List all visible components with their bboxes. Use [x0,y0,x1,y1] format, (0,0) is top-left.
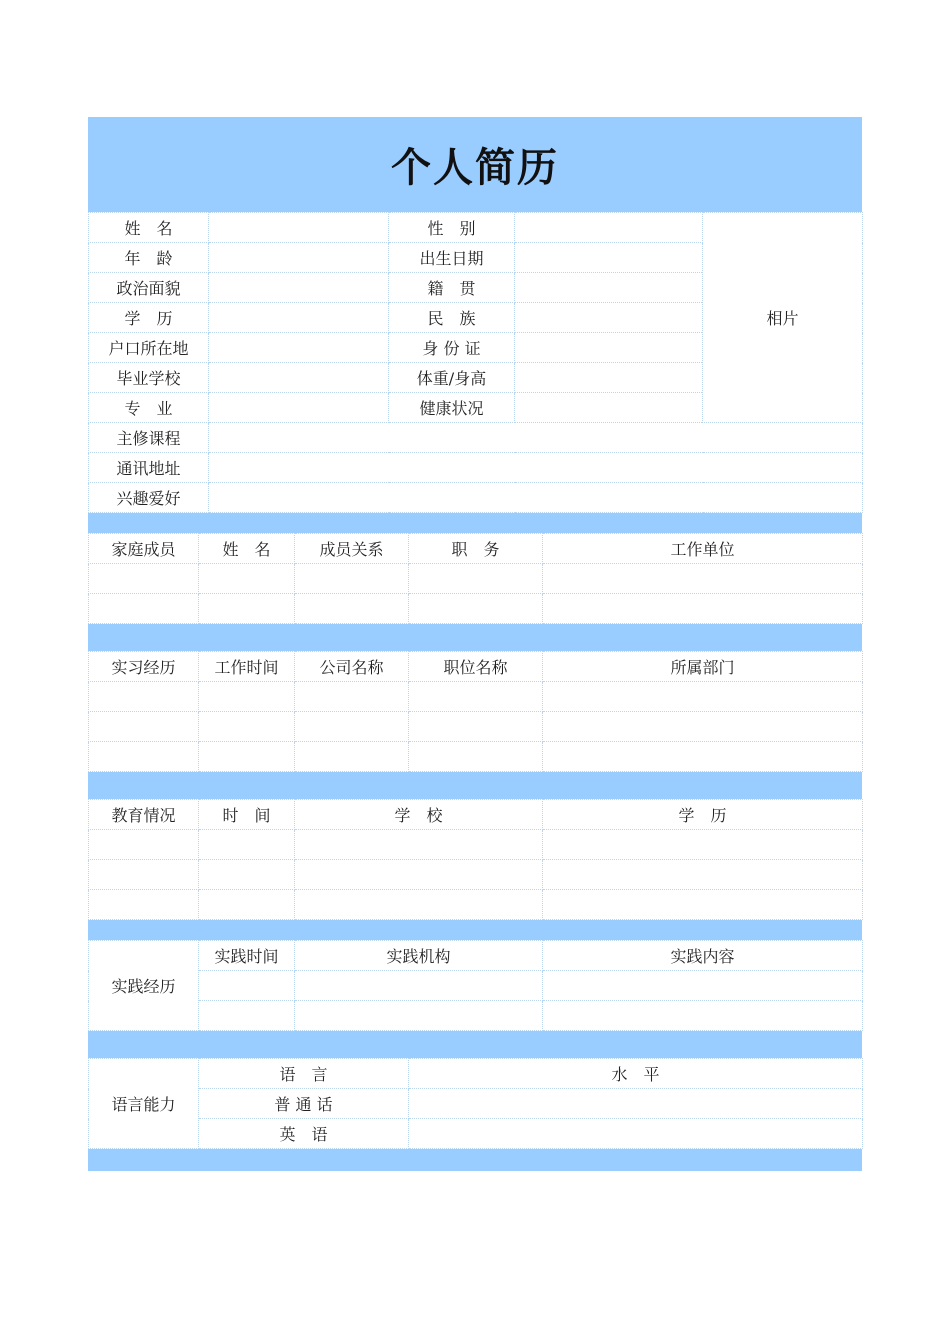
internship-table [88,651,863,772]
table-cell[interactable] [295,682,409,712]
language-english-label: 英 语 [199,1119,409,1149]
field-ethnicity[interactable] [515,303,703,333]
section-divider [88,772,862,799]
table-cell[interactable] [295,712,409,742]
table-row [89,712,863,742]
field-health[interactable] [515,393,703,423]
page-title: 个人简历 [391,145,559,191]
table-cell[interactable] [295,860,543,890]
field-degree[interactable] [209,303,389,333]
table-cell[interactable] [199,564,295,594]
label-political-status: 政治面貌 [89,273,209,303]
language-table [88,1058,863,1149]
table-row [89,1001,863,1031]
table-cell[interactable] [295,890,543,920]
education-header-degree: 学 历 [543,800,863,830]
practice-header-time: 实践时间 [199,941,295,971]
label-ethnicity: 民 族 [389,303,515,333]
table-row [89,830,863,860]
table-cell[interactable] [89,564,199,594]
table-row [89,594,863,624]
field-weight-height[interactable] [515,363,703,393]
table-cell[interactable] [199,1001,295,1031]
label-weight-height: 体重/身高 [389,363,515,393]
table-cell[interactable] [409,742,543,772]
table-cell[interactable] [199,594,295,624]
title-bar [88,117,862,212]
table-cell[interactable] [543,712,863,742]
table-cell[interactable] [199,682,295,712]
table-cell[interactable] [295,971,543,1001]
field-native-place[interactable] [515,273,703,303]
section-divider [88,1149,862,1171]
field-hobbies[interactable] [209,483,863,513]
field-gender[interactable] [515,213,703,243]
table-cell[interactable] [409,594,543,624]
education-table [88,799,863,920]
table-row [89,860,863,890]
label-degree: 学 历 [89,303,209,333]
label-health: 健康状况 [389,393,515,423]
table-cell[interactable] [409,712,543,742]
table-row [89,682,863,712]
section-divider [88,624,862,651]
field-name[interactable] [209,213,389,243]
language-mandarin-label: 普 通 话 [199,1089,409,1119]
table-cell[interactable] [295,594,409,624]
table-cell[interactable] [543,564,863,594]
field-birthdate[interactable] [515,243,703,273]
table-cell[interactable] [89,890,199,920]
table-cell[interactable] [199,860,295,890]
table-cell[interactable] [89,594,199,624]
table-cell[interactable] [409,682,543,712]
label-id-card: 身 份 证 [389,333,515,363]
section-divider [88,920,862,940]
family-table [88,533,863,624]
practice-section-label: 实践经历 [89,941,199,1031]
label-native-place: 籍 贯 [389,273,515,303]
label-courses: 主修课程 [89,423,209,453]
field-school[interactable] [209,363,389,393]
label-school: 毕业学校 [89,363,209,393]
table-cell[interactable] [409,564,543,594]
section-divider [88,513,862,533]
table-cell[interactable] [89,860,199,890]
family-header-position: 职 务 [409,534,543,564]
practice-header-content: 实践内容 [543,941,863,971]
table-cell[interactable] [295,1001,543,1031]
education-header-school: 学 校 [295,800,543,830]
table-cell[interactable] [543,682,863,712]
language-header-level: 水 平 [409,1059,863,1089]
family-header-relation: 成员关系 [295,534,409,564]
label-hobbies: 兴趣爱好 [89,483,209,513]
family-section-label: 家庭成员 [89,534,199,564]
language-mandarin-level[interactable] [409,1089,863,1119]
table-cell[interactable] [543,830,863,860]
table-cell[interactable] [295,742,409,772]
internship-section-label: 实习经历 [89,652,199,682]
table-cell[interactable] [89,682,199,712]
table-cell[interactable] [295,830,543,860]
internship-header-company: 公司名称 [295,652,409,682]
language-section-label: 语言能力 [89,1059,199,1149]
field-hukou[interactable] [209,333,389,363]
family-header-employer: 工作单位 [543,534,863,564]
table-cell[interactable] [199,890,295,920]
field-address[interactable] [209,453,863,483]
table-row [89,742,863,772]
table-cell[interactable] [89,712,199,742]
photo-box[interactable]: 相片 [703,213,863,423]
language-english-level[interactable] [409,1119,863,1149]
table-cell[interactable] [199,971,295,1001]
table-cell[interactable] [199,712,295,742]
practice-table [88,940,863,1031]
table-cell[interactable] [543,742,863,772]
table-cell[interactable] [543,971,863,1001]
table-cell[interactable] [199,742,295,772]
label-age: 年 龄 [89,243,209,273]
label-address: 通讯地址 [89,453,209,483]
field-age[interactable] [209,243,389,273]
table-cell[interactable] [543,1001,863,1031]
table-cell[interactable] [543,594,863,624]
table-cell[interactable] [543,860,863,890]
language-header-language: 语 言 [199,1059,409,1089]
family-header-name: 姓 名 [199,534,295,564]
field-major[interactable] [209,393,389,423]
table-cell[interactable] [199,830,295,860]
field-political-status[interactable] [209,273,389,303]
table-row [89,971,863,1001]
table-row [89,890,863,920]
internship-header-position: 职位名称 [409,652,543,682]
label-name: 姓 名 [89,213,209,243]
label-hukou: 户口所在地 [89,333,209,363]
education-section-label: 教育情况 [89,800,199,830]
section-divider [88,1031,862,1058]
table-cell[interactable] [543,890,863,920]
internship-header-time: 工作时间 [199,652,295,682]
education-header-time: 时 间 [199,800,295,830]
table-row [89,564,863,594]
table-cell[interactable] [295,564,409,594]
practice-header-organization: 实践机构 [295,941,543,971]
basic-info-table [88,212,863,513]
table-cell[interactable] [89,742,199,772]
table-cell[interactable] [89,830,199,860]
resume-sheet [88,117,862,1171]
label-major: 专 业 [89,393,209,423]
label-birthdate: 出生日期 [389,243,515,273]
field-id-card[interactable] [515,333,703,363]
label-gender: 性 别 [389,213,515,243]
field-courses[interactable] [209,423,863,453]
internship-header-department: 所属部门 [543,652,863,682]
